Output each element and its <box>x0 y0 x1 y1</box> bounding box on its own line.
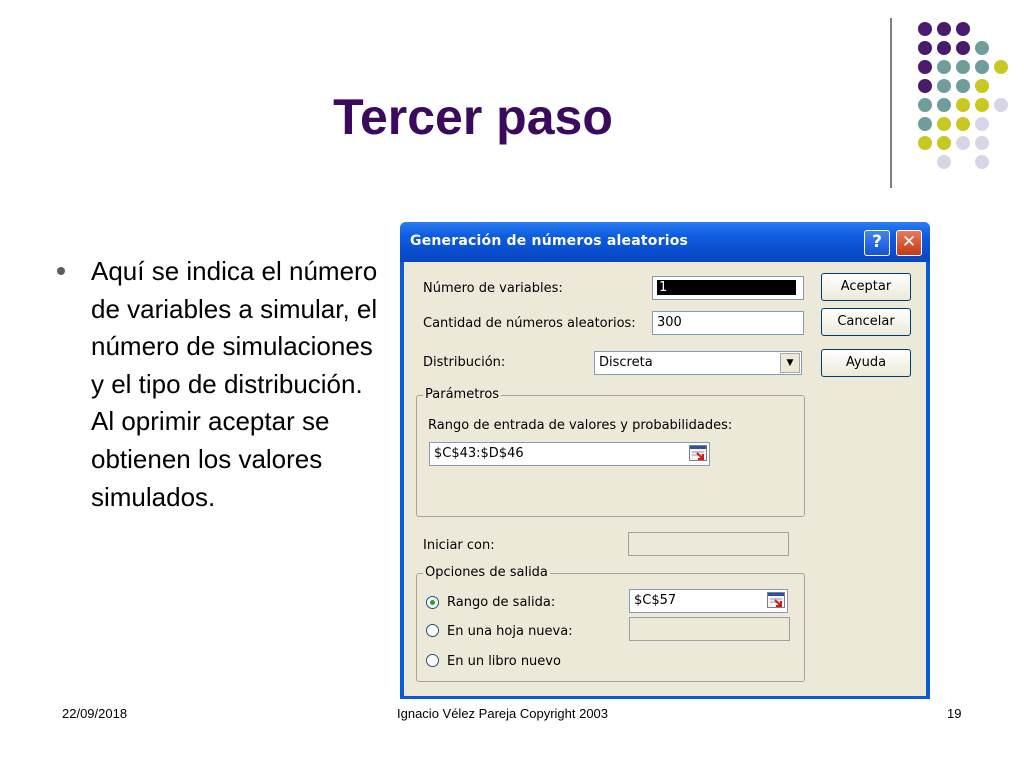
decorative-dot <box>994 60 1008 74</box>
rango-salida-label: Rango de salida: <box>447 595 556 610</box>
decorative-dot <box>956 22 970 36</box>
num-variables-value: 1 <box>657 280 796 295</box>
rango-entrada-label: Rango de entrada de valores y probabilidades: <box>428 418 733 433</box>
decorative-dot <box>937 79 951 93</box>
decorative-dot <box>937 22 951 36</box>
collapse-dialog-icon[interactable] <box>767 592 785 608</box>
decorative-dot <box>956 117 970 131</box>
random-number-dialog <box>400 222 930 699</box>
decorative-dot <box>975 98 989 112</box>
footer-date: 22/09/2018 <box>62 706 128 721</box>
hoja-nueva-label: En una hoja nueva: <box>447 624 573 639</box>
bullet-icon <box>57 267 65 275</box>
decorative-dot <box>918 117 932 131</box>
decorative-dot <box>937 117 951 131</box>
help-button[interactable]: ? <box>864 230 890 256</box>
iniciar-label: Iniciar con: <box>423 538 495 553</box>
decorative-dot <box>975 60 989 74</box>
cantidad-label: Cantidad de números aleatorios: <box>423 316 636 331</box>
rango-entrada-input[interactable] <box>429 442 710 466</box>
decorative-dot <box>975 41 989 55</box>
decorative-dot <box>956 136 970 150</box>
decorative-dot <box>975 136 989 150</box>
decorative-dot <box>994 98 1008 112</box>
decorative-dot <box>956 41 970 55</box>
decorative-dot <box>956 98 970 112</box>
rango-salida-radio[interactable] <box>426 596 439 609</box>
footer-page-number: 19 <box>947 706 962 721</box>
decorative-dot <box>975 117 989 131</box>
decorative-dot <box>918 41 932 55</box>
cantidad-input[interactable]: 300 <box>652 311 804 335</box>
opciones-salida-group-title: Opciones de salida <box>425 565 548 580</box>
libro-nuevo-label: En un libro nuevo <box>447 654 561 669</box>
chevron-down-icon[interactable]: ▼ <box>780 353 800 373</box>
decorative-dot <box>918 60 932 74</box>
radio-selected-dot <box>430 600 435 605</box>
parametros-group-title: Parámetros <box>425 387 500 402</box>
cancelar-button[interactable]: Cancelar <box>821 308 911 336</box>
rango-entrada-value: $C$43:$D$46 <box>434 446 524 461</box>
num-variables-input[interactable] <box>652 276 804 300</box>
footer-author: Ignacio Vélez Pareja Copyright 2003 <box>397 706 609 721</box>
num-variables-label: Número de variables: <box>423 281 563 296</box>
distribucion-label: Distribución: <box>423 355 506 370</box>
dialog-body <box>404 262 926 696</box>
decorative-dot <box>975 79 989 93</box>
decorative-dot <box>956 60 970 74</box>
distribucion-select[interactable] <box>594 351 802 375</box>
aceptar-button[interactable]: Aceptar <box>821 273 911 301</box>
dialog-title: Generación de números aleatorios <box>410 233 689 249</box>
decorative-dot <box>937 98 951 112</box>
bullet-text: Aquí se indica el número de variables a simular, el número de simulaciones y el tipo de distribución. Al oprimir aceptar se obtienen los valores simulados. <box>91 256 378 512</box>
dialog-titlebar[interactable] <box>400 222 930 262</box>
decorative-dot <box>937 41 951 55</box>
rango-salida-input[interactable] <box>629 589 788 613</box>
slide-title: Tercer paso <box>333 89 613 145</box>
decorative-dot <box>975 155 989 169</box>
decorative-dot <box>937 60 951 74</box>
decorative-dot <box>918 136 932 150</box>
close-button[interactable]: ✕ <box>896 230 922 256</box>
decorative-dot <box>956 79 970 93</box>
parametros-group <box>416 387 805 517</box>
opciones-salida-group <box>416 565 805 682</box>
decorative-dot <box>937 155 951 169</box>
iniciar-input[interactable] <box>628 532 789 556</box>
decorative-dot <box>918 22 932 36</box>
rango-salida-value: $C$57 <box>634 593 677 608</box>
distribucion-value: Discreta <box>599 355 653 370</box>
hoja-nueva-radio[interactable] <box>426 624 439 637</box>
decorative-dot <box>918 98 932 112</box>
ayuda-button[interactable]: Ayuda <box>821 349 911 377</box>
decorative-dot <box>937 136 951 150</box>
collapse-dialog-icon[interactable] <box>689 445 707 461</box>
libro-nuevo-radio[interactable] <box>426 654 439 667</box>
decorative-dot <box>918 79 932 93</box>
hoja-nueva-input[interactable] <box>629 617 790 641</box>
